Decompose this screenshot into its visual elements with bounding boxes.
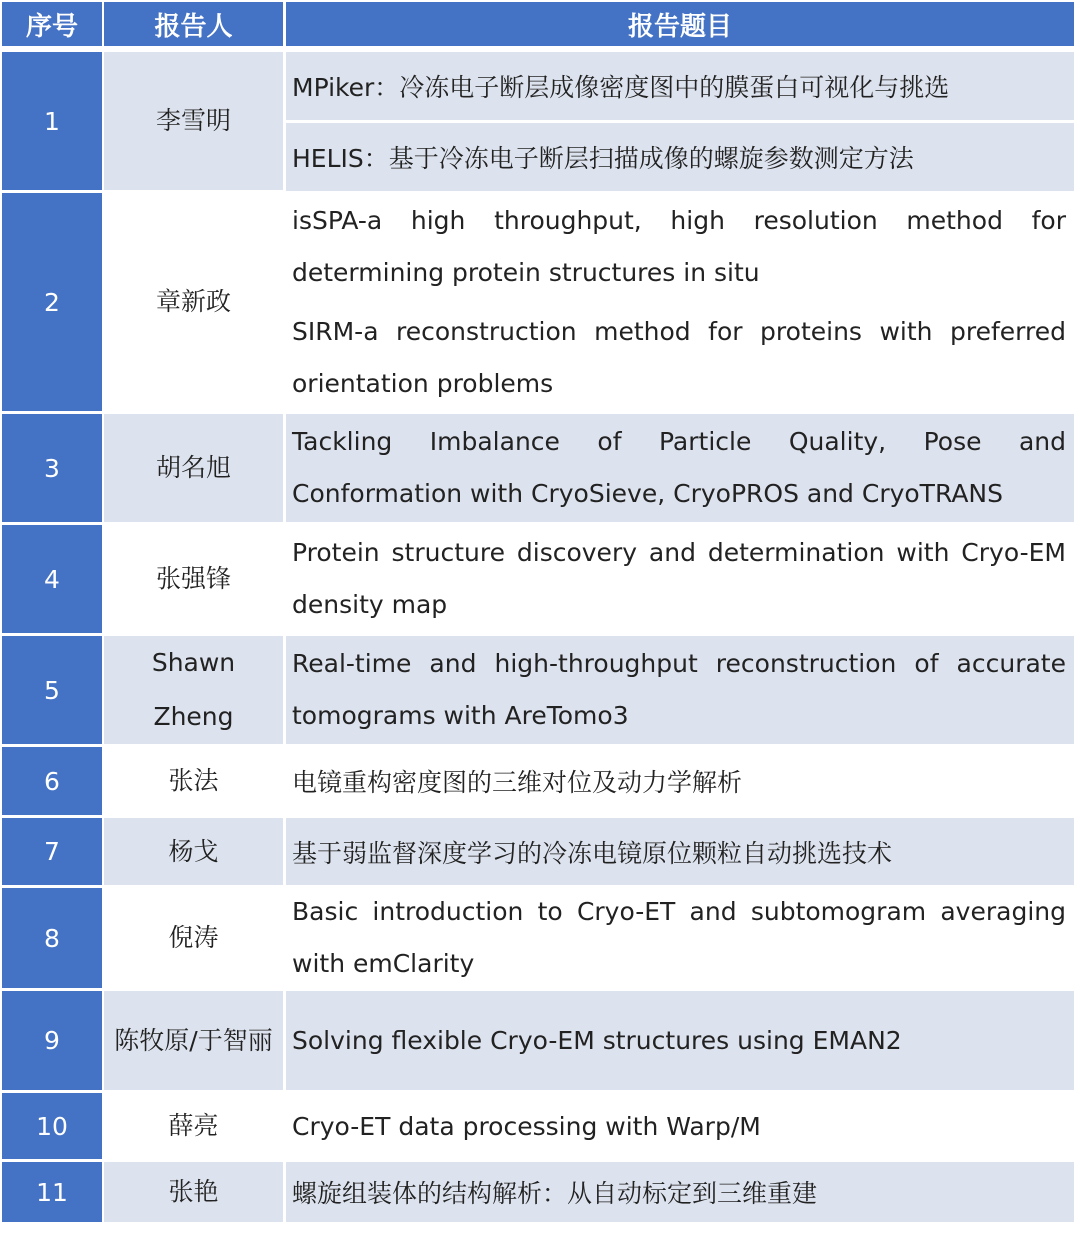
topic-text: isSPA-a high throughput, high resolution method for determining protein structures in situ (292, 206, 1066, 287)
speaker-name: 张强锋 (104, 525, 283, 633)
topic-text: Basic introduction to Cryo-ET and subtomogram averaging with emClarity (292, 897, 1066, 978)
topic-text: Real-time and high-throughput reconstruction of accurate tomograms with AreTomo3 (292, 649, 1066, 730)
row-index: 3 (2, 414, 102, 522)
speaker-name: 章新政 (104, 193, 283, 411)
speaker-name: 张法 (104, 747, 283, 815)
topic-title (286, 414, 1074, 522)
topic-text: Tackling Imbalance of Particle Quality, Pose and Conformation with CryoSieve, CryoPROS and CryoTRANS (292, 427, 1066, 508)
speaker-name: 胡名旭 (104, 414, 283, 522)
topic-text: Cryo-ET data processing with Warp/M (292, 1111, 761, 1141)
speaker-name: Shawn Zheng (104, 636, 283, 744)
topic-title (286, 193, 1074, 301)
topic-title (286, 123, 1074, 191)
speaker-name: 薛亮 (104, 1093, 283, 1159)
row-index: 8 (2, 888, 102, 988)
row-index: 2 (2, 193, 102, 411)
speaker-name: 张艳 (104, 1162, 283, 1222)
topic-title (286, 1162, 1074, 1222)
topic-title (286, 304, 1074, 412)
topic-text: 螺旋组装体的结构解析：从自动标定到三维重建 (292, 1179, 818, 1208)
topic-text: MPiker：冷冻电子断层成像密度图中的膜蛋白可视化与挑选 (292, 73, 950, 102)
topic-text: 电镜重构密度图的三维对位及动力学解析 (292, 768, 743, 797)
topic-title (286, 888, 1074, 988)
header-index: 序号 (2, 2, 102, 46)
topic-title (286, 525, 1074, 633)
topic-title (286, 991, 1074, 1090)
topic-title (286, 818, 1074, 885)
row-index: 6 (2, 747, 102, 815)
speaker-name: 陈牧原/于智丽 (104, 991, 283, 1090)
row-index: 5 (2, 636, 102, 744)
topic-title (286, 636, 1074, 744)
topic-title (286, 52, 1074, 120)
header-speaker: 报告人 (104, 2, 283, 46)
row-index: 4 (2, 525, 102, 633)
row-index: 1 (2, 52, 102, 190)
row-index: 9 (2, 991, 102, 1090)
speaker-name: 杨戈 (104, 818, 283, 885)
topic-text: Solving flexible Cryo-EM structures using EMAN2 (292, 1026, 902, 1055)
speaker-name: 倪涛 (104, 888, 283, 988)
speaker-name: 李雪明 (104, 52, 283, 190)
topic-text: SIRM-a reconstruction method for proteins with preferred orientation problems (292, 317, 1066, 398)
row-index: 11 (2, 1162, 102, 1222)
topic-title (286, 1093, 1074, 1159)
topic-title (286, 747, 1074, 815)
topic-text: 基于弱监督深度学习的冷冻电镜原位颗粒自动挑选技术 (292, 838, 893, 868)
topic-text: Protein structure discovery and determination with Cryo-EM density map (292, 538, 1066, 619)
header-topic: 报告题目 (286, 2, 1074, 46)
topic-text: HELIS：基于冷冻电子断层扫描成像的螺旋参数测定方法 (292, 144, 914, 173)
row-index: 10 (2, 1093, 102, 1159)
row-index: 7 (2, 818, 102, 885)
